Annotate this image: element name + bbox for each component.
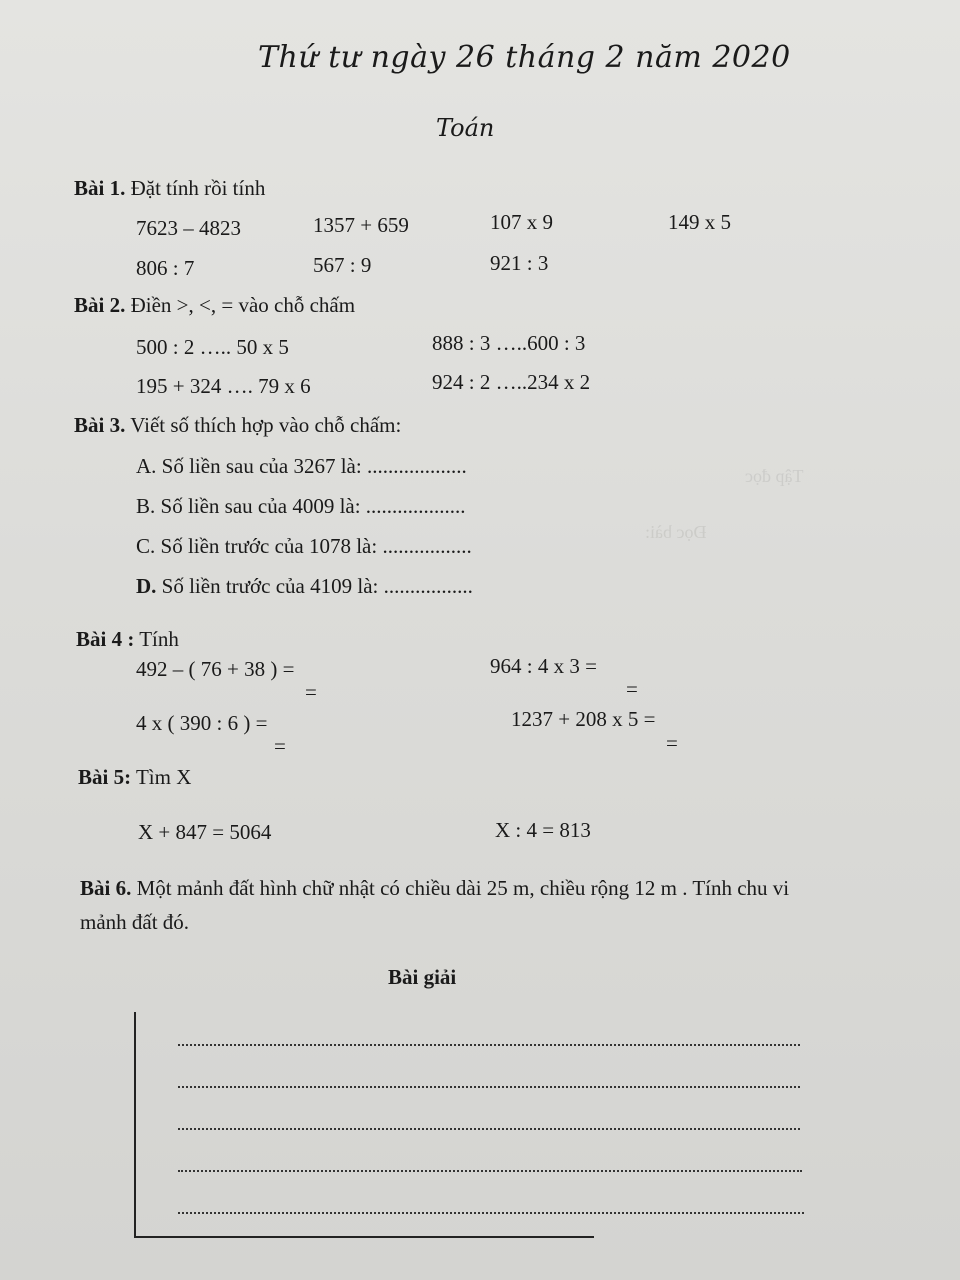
subject-heading: Toán xyxy=(436,114,495,142)
calc-item: 567 : 9 xyxy=(313,253,372,277)
bleed-through-text: Đọc bài: xyxy=(645,522,707,542)
answer-frame-bottom xyxy=(134,1236,594,1238)
expression-item: 964 : 4 x 3 = xyxy=(490,654,597,678)
exercise-6-label: Bài 6. xyxy=(80,876,132,900)
equals-sign: = xyxy=(305,680,317,704)
calc-item: 921 : 3 xyxy=(490,251,549,275)
expression-item: 492 – ( 76 + 38 ) = xyxy=(136,657,295,681)
exercise-1-label: Bài 1. xyxy=(74,176,126,200)
exercise-5-heading xyxy=(78,765,191,790)
fill-item xyxy=(136,574,473,599)
exercise-4-instruction: Tính xyxy=(139,627,179,651)
equals-sign: = xyxy=(666,731,678,755)
equation-item: X : 4 = 813 xyxy=(495,818,591,842)
calc-item: 7623 – 4823 xyxy=(136,216,241,240)
calc-item: 149 x 5 xyxy=(668,210,731,234)
answer-line[interactable] xyxy=(178,1044,800,1046)
exercise-2-label: Bài 2. xyxy=(74,293,126,317)
compare-item: 195 + 324 …. 79 x 6 xyxy=(136,374,311,398)
fill-item-text: Số liền trước của 4109 là: ................. xyxy=(161,574,473,598)
fill-item xyxy=(136,534,472,559)
bleed-through-text: Tập đọc xyxy=(745,466,804,486)
equals-sign: = xyxy=(274,734,286,758)
calc-item: 806 : 7 xyxy=(136,256,195,280)
exercise-3-instruction: Viết số thích hợp vào chỗ chấm: xyxy=(130,413,402,437)
answer-line[interactable] xyxy=(178,1170,802,1172)
fill-item-text: Số liền trước của 1078 là: ................. xyxy=(160,534,472,558)
exercise-3-heading xyxy=(74,413,401,438)
answer-frame-left xyxy=(134,1012,136,1238)
fill-item-text: Số liền sau của 3267 là: ................... xyxy=(161,454,467,478)
calc-item: 107 x 9 xyxy=(490,210,553,234)
exercise-6-line2: mảnh đất đó. xyxy=(80,910,190,934)
exercise-5-label: Bài 5: xyxy=(78,765,132,789)
fill-item-letter: C. xyxy=(136,534,156,558)
exercise-4-heading xyxy=(76,627,179,652)
exercise-6-text: Một mảnh đất hình chữ nhật có chiều dài 25 m, chiều rộng 12 m . Tính chu vi xyxy=(136,876,790,900)
fill-item-letter: A. xyxy=(136,454,157,478)
exercise-1-instruction: Đặt tính rồi tính xyxy=(130,176,266,200)
exercise-2-heading xyxy=(74,293,355,318)
exercise-1-heading xyxy=(74,176,265,201)
answer-line[interactable] xyxy=(178,1128,800,1130)
fill-item xyxy=(136,494,466,519)
expression-item: 1237 + 208 x 5 = xyxy=(511,707,656,731)
answer-line[interactable] xyxy=(178,1086,800,1088)
exercise-2-instruction: Điền >, <, = vào chỗ chấm xyxy=(130,293,356,317)
compare-item: 888 : 3 …..600 : 3 xyxy=(432,331,586,355)
exercise-5-instruction: Tìm X xyxy=(135,765,192,789)
compare-item: 500 : 2 ….. 50 x 5 xyxy=(136,335,289,359)
fill-item xyxy=(136,454,467,479)
exercise-3-label: Bài 3. xyxy=(74,413,126,437)
fill-item-text: Số liền sau của 4009 là: ................... xyxy=(160,494,466,518)
fill-item-letter: D. xyxy=(136,574,157,598)
answer-line[interactable] xyxy=(178,1212,804,1214)
date-heading: Thứ tư ngày 26 tháng 2 năm 2020 xyxy=(258,40,791,75)
solution-heading: Bài giải xyxy=(388,965,457,989)
equation-item: X + 847 = 5064 xyxy=(138,820,272,844)
calc-item: 1357 + 659 xyxy=(313,213,409,237)
exercise-6-line1 xyxy=(80,876,789,901)
fill-item-letter: B. xyxy=(136,494,156,518)
exercise-4-label: Bài 4 : xyxy=(76,627,135,651)
expression-item: 4 x ( 390 : 6 ) = xyxy=(136,711,268,735)
equals-sign: = xyxy=(626,677,638,701)
compare-item: 924 : 2 …..234 x 2 xyxy=(432,370,591,394)
